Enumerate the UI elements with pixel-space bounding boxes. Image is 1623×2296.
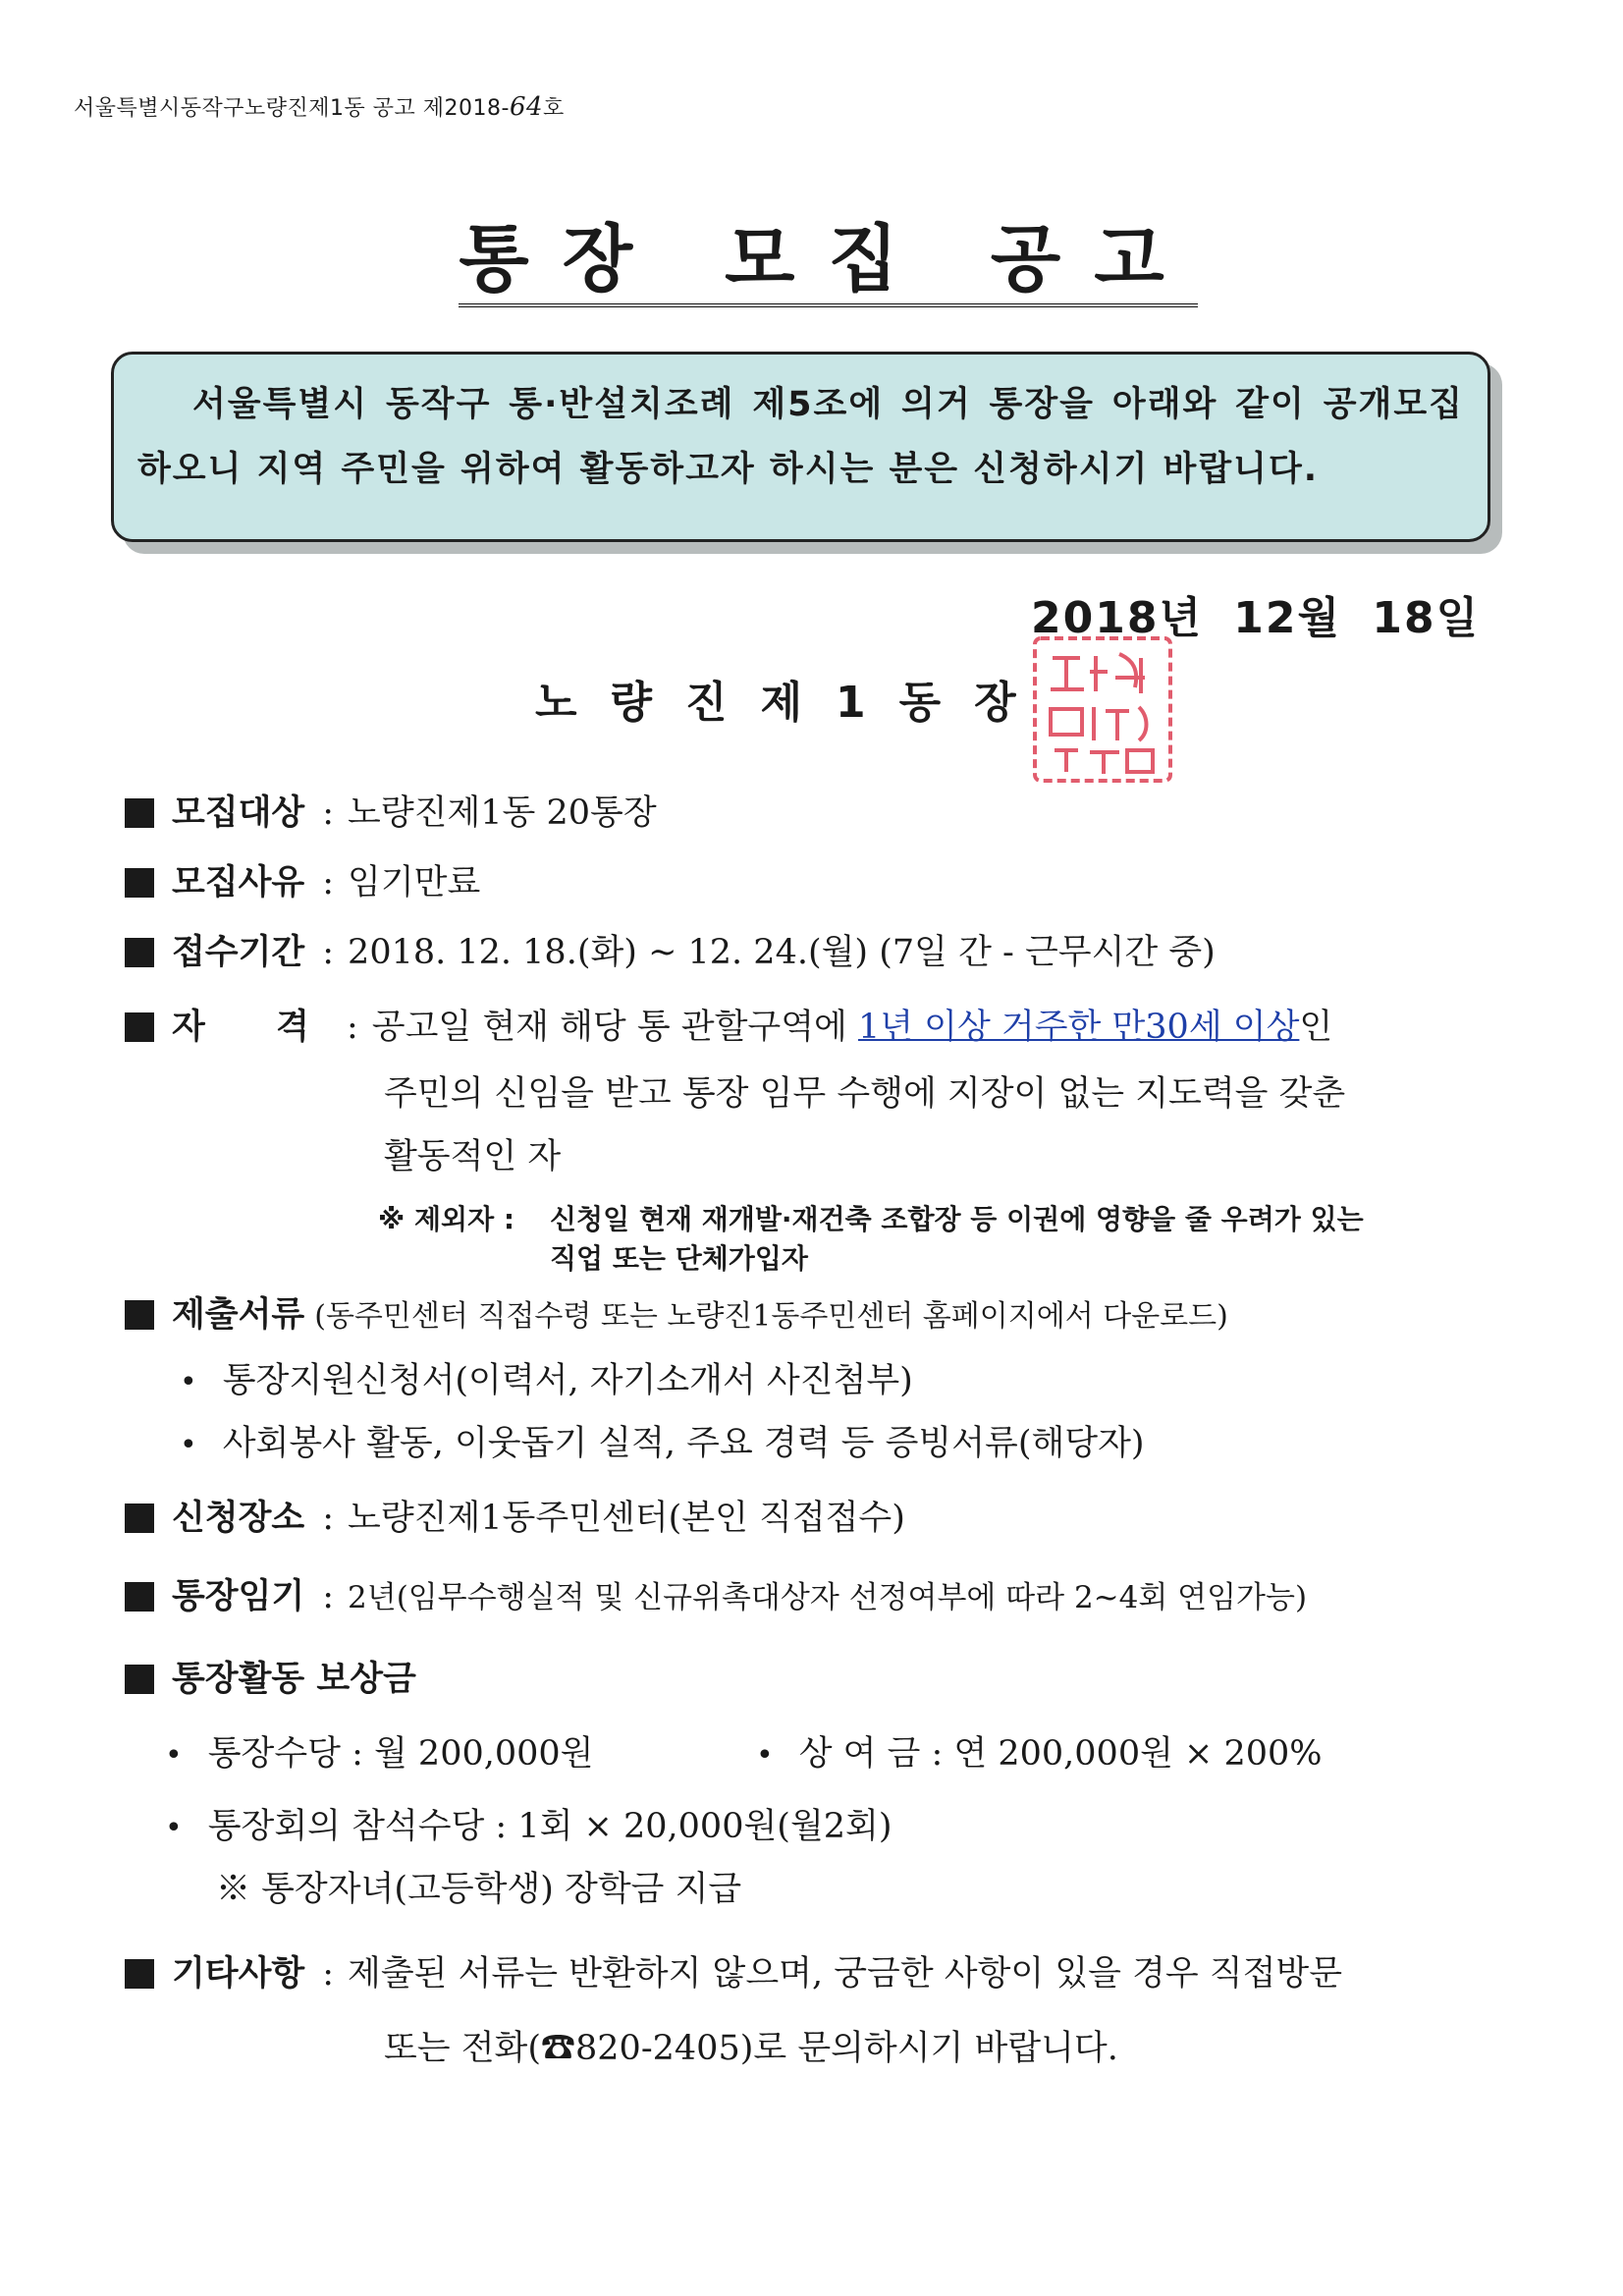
compensation-scholarship: ※ 통장자녀(고등학생) 장학금 지급	[216, 1870, 742, 1909]
dot-bullet-icon: •	[180, 1428, 197, 1462]
compensation-meeting-text: 통장회의 참석수당 : 1회 × 20,000원(월2회)	[207, 1807, 893, 1846]
notice-box	[111, 352, 1490, 542]
documents-note: (동주민센터 직접수령 또는 노량진1동주민센터 홈페이지에서 다운로드)	[314, 1299, 1228, 1334]
compensation-allowance-text: 통장수당 : 월 200,000원	[207, 1734, 594, 1774]
section-period: 접수기간 : 2018. 12. 18.(화) ~ 12. 24.(월) (7일 간 - 근무시간 중)	[125, 925, 1216, 974]
section-reason: 모집사유 : 임기만료	[125, 855, 480, 904]
other-line2: 또는 전화(☎820-2405)로 문의하시기 바랍니다.	[384, 2029, 1118, 2068]
page-title-text: 통장 모집 공고	[459, 217, 1197, 307]
documents-item-text: 통장지원신청서(이력서, 자기소개서 사진첨부)	[222, 1361, 913, 1400]
qualification-line3: 활동적인 자	[384, 1137, 562, 1176]
other-label: 기타사항	[172, 1954, 305, 1994]
dot-bullet-icon: •	[165, 1811, 183, 1845]
compensation-label: 통장활동 보상금	[172, 1660, 416, 1699]
period-value: 2018. 12. 18.(화) ~ 12. 24.(월) (7일 간 - 근무시간 중)	[348, 933, 1216, 972]
square-bullet-icon	[125, 1582, 154, 1612]
section-target: 모집대상 : 노량진제1동 20통장	[125, 786, 657, 835]
square-bullet-icon	[125, 868, 154, 898]
documents-item-text: 사회봉사 활동, 이웃돕기 실적, 주요 경력 등 증빙서류(해당자)	[222, 1424, 1145, 1463]
section-documents	[125, 1287, 1228, 1337]
term-label: 통장임기	[172, 1577, 305, 1616]
documents-item	[180, 1353, 913, 1402]
period-label: 접수기간	[172, 933, 305, 972]
section-term: 통장임기 : 2년(임무수행실적 및 신규위촉대상자 선정여부에 따라 2~4회 연임가능)	[125, 1569, 1307, 1618]
exclusion-line1: 신청일 현재 재개발·재건축 조합장 등 이권에 영향을 줄 우려가 있는	[550, 1203, 1364, 1235]
official-seal-stamp	[1021, 629, 1183, 791]
document-number-suffix: 호	[543, 96, 565, 121]
reason-label: 모집사유	[172, 863, 305, 902]
square-bullet-icon	[125, 1300, 154, 1330]
page-title	[0, 201, 1623, 305]
square-bullet-icon	[125, 938, 154, 967]
square-bullet-icon	[125, 1959, 154, 1989]
exclusion-label: ※ 제외자 :	[378, 1203, 515, 1235]
exclusion-line2: 직업 또는 단체가입자	[550, 1242, 808, 1275]
qualification-highlight: 1년 이상 거주한 만30세 이상	[857, 1008, 1300, 1047]
dot-bullet-icon: •	[180, 1365, 197, 1399]
square-bullet-icon	[125, 1503, 154, 1533]
dot-bullet-icon: •	[756, 1738, 774, 1773]
document-number-handwritten: 64	[509, 92, 544, 122]
target-label: 모집대상	[172, 793, 305, 833]
section-place: 신청장소 : 노량진제1동주민센터(본인 직접접수)	[125, 1491, 905, 1540]
target-value: 노량진제1동 20통장	[348, 793, 657, 833]
qualification-line1-end: 인	[1299, 1008, 1333, 1047]
compensation-allowance	[165, 1726, 593, 1776]
section-other: 기타사항 : 제출된 서류는 반환하지 않으며, 궁금한 사항이 있을 경우 직접방문	[125, 1946, 1342, 1995]
term-value: 2년(임무수행실적 및 신규위촉대상자 선정여부에 따라 2~4회 연임가능)	[348, 1580, 1308, 1615]
notice-text: 서울특별시 동작구 통·반설치조례 제5조에 의거 통장을 아래와 같이 공개모집하오니 지역 주민을 위하여 활동하고자 하시는 분은 신청하시기 바랍니다.	[137, 385, 1464, 489]
square-bullet-icon	[125, 1665, 154, 1694]
qualification-label: 자 격	[172, 1008, 309, 1047]
compensation-meeting	[165, 1799, 892, 1848]
compensation-bonus-text: 상 여 금 : 연 200,000원 × 200%	[798, 1734, 1323, 1774]
notice-date: 2018년 12월 18일	[1031, 593, 1481, 643]
documents-item	[180, 1416, 1145, 1465]
issuer-name: 노량진제1동장	[535, 678, 1050, 728]
qualification-line2: 주민의 신임을 받고 통장 임무 수행에 지장이 없는 지도력을 갖춘	[384, 1074, 1346, 1114]
reason-value: 임기만료	[348, 863, 481, 902]
dot-bullet-icon: •	[165, 1738, 183, 1773]
square-bullet-icon	[125, 798, 154, 828]
other-line1: 제출된 서류는 반환하지 않으며, 궁금한 사항이 있을 경우 직접방문	[348, 1954, 1343, 1994]
document-number-prefix: 서울특별시동작구노량진제1동 공고 제2018-	[74, 96, 510, 121]
place-label: 신청장소	[172, 1499, 305, 1538]
document-number	[74, 91, 565, 122]
documents-label: 제출서류	[172, 1295, 305, 1335]
section-qualification: 자 격 : 공고일 현재 해당 통 관할구역에 1년 이상 거주한 만30세 이상인	[125, 1000, 1332, 1049]
section-compensation	[125, 1652, 416, 1701]
place-value: 노량진제1동주민센터(본인 직접접수)	[348, 1499, 905, 1538]
qualification-line1: 공고일 현재 해당 통 관할구역에	[371, 1008, 858, 1047]
compensation-bonus	[756, 1726, 1323, 1776]
square-bullet-icon	[125, 1012, 154, 1042]
